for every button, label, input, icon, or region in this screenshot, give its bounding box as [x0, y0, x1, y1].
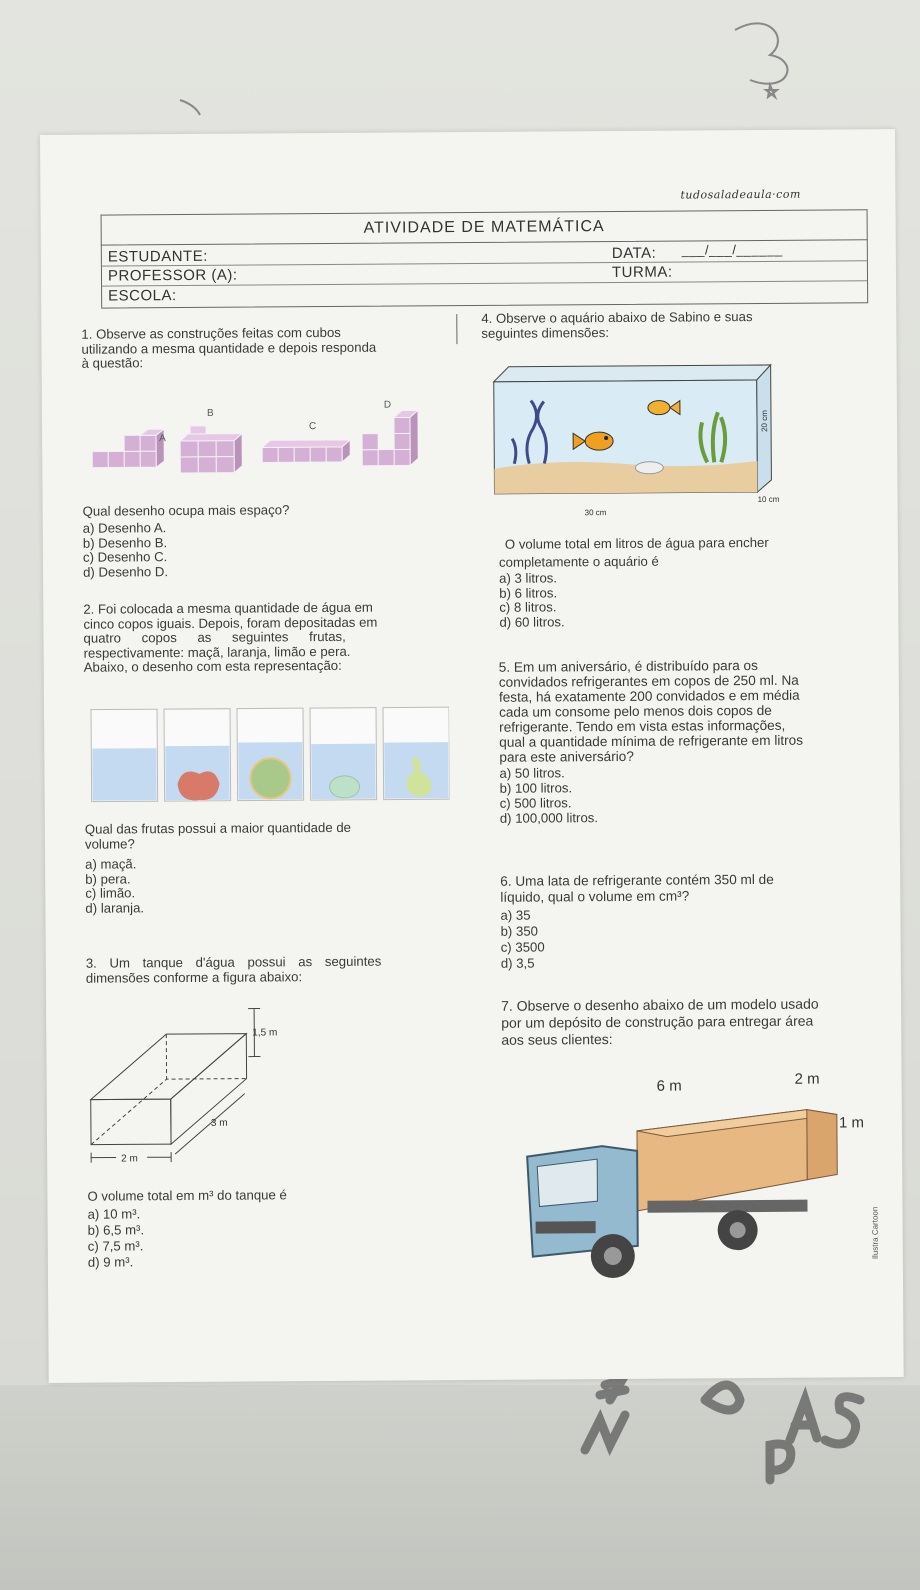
letter-s-mark: [825, 1397, 860, 1444]
q4-question: [499, 535, 894, 570]
q3-tank-drawing: [86, 1003, 327, 1165]
q3-option-b: b) 6,5 m³.: [87, 1222, 145, 1238]
q4-option-a: a) 3 litros.: [499, 570, 558, 586]
date-blank: ___/___/______: [681, 241, 783, 258]
tank-depth-label: 3 m: [210, 1117, 228, 1129]
truck-bed-end: [807, 1109, 837, 1179]
q6-options: [500, 907, 544, 971]
q1-option-c: c) Desenho C.: [82, 549, 168, 565]
doodle-star-mark: [766, 85, 777, 97]
site-watermark: tudosaladeaula·com: [680, 187, 801, 202]
aquarium-shell: [635, 462, 663, 474]
truck-grille: [536, 1221, 596, 1233]
truck-height-label: 1 m: [838, 1114, 864, 1132]
worksheet-paper: [40, 129, 904, 1383]
cube-label-c: C: [309, 421, 317, 433]
q6-line: líquido, qual o volume em cm³?: [500, 888, 690, 905]
q1-option-a: a) Desenho A.: [82, 520, 167, 536]
q4-line: 4. Observe o aquário abaixo de Sabino e suas: [481, 309, 753, 326]
q2-option-b: b) pera.: [85, 870, 131, 887]
letter-n-mark: [585, 1415, 625, 1450]
q6-option-c: c) 3500: [500, 939, 545, 955]
depth-marker: [175, 1094, 245, 1154]
letter-a-mark: [790, 1400, 817, 1440]
q5-line: convidados refrigerantes em copos de 250 ml. Na: [498, 672, 799, 690]
aquarium-depth-label: 10 cm: [757, 494, 780, 504]
q2-question-line: volume?: [84, 835, 135, 852]
q2-options: [85, 857, 144, 915]
background-letters: [585, 1375, 860, 1480]
q1-text: [81, 325, 461, 371]
q1-line: utilizando a mesma quantidade e depois responda: [81, 339, 377, 357]
q1-option-d: d) Desenho D.: [82, 563, 169, 580]
truck-windshield: [537, 1159, 597, 1206]
tank-side: [170, 1034, 247, 1145]
tank-top: [90, 1034, 246, 1100]
header-rule: [102, 260, 867, 266]
q3-line: dimensões conforme a figura abaixo:: [85, 968, 303, 986]
q4-option-d: d) 60 litros.: [499, 613, 565, 630]
q2-cups-drawing: [89, 702, 450, 805]
q4-text: [481, 309, 881, 341]
q3-text: [86, 954, 466, 986]
q5-line: cada um consome pelo menos dois copos de: [498, 702, 772, 720]
q5-line: refrigerante. Tendo em vista estas informações,: [499, 717, 786, 735]
cube-construction-c: [262, 440, 350, 463]
q5-option-c: c) 500 litros.: [499, 795, 572, 811]
q4-question-line: O volume total em litros de água para encher: [504, 534, 769, 552]
q2-question: [85, 820, 465, 852]
school-label: ESCOLA:: [108, 287, 177, 305]
cups-row: [91, 707, 450, 801]
q5-line: para este aniversário?: [499, 748, 634, 765]
q5-text: [499, 657, 895, 765]
doodle-3-mark: [735, 23, 787, 83]
q5-line: qual a quantidade mínima de refrigerante em litros: [499, 732, 804, 750]
aquarium-top: [494, 365, 771, 382]
cube-label-d: D: [383, 399, 392, 411]
tank-front: [91, 1099, 171, 1145]
tank-width-label: 2 m: [121, 1153, 138, 1165]
q5-option-b: b) 100 litros.: [499, 780, 573, 796]
student-label: ESTUDANTE:: [107, 247, 208, 266]
aquarium-height-label: 20 cm: [759, 410, 770, 432]
cube-construction-d: [362, 410, 418, 465]
q5-line: 5. Em um aniversário, é distribuído para os: [498, 658, 758, 675]
q7-truck-drawing: [507, 1069, 889, 1292]
q4-option-b: b) 6 litros.: [499, 584, 558, 601]
q1-line: à questão:: [81, 355, 144, 371]
q2-question-line: Qual das frutas possui a maior quantidade de: [84, 819, 352, 837]
truck-width-label: 2 m: [794, 1070, 820, 1088]
q1-option-b: b) Desenho B.: [82, 534, 168, 551]
lemon-shape: [329, 776, 359, 798]
tank-height-label: 1,5 m: [252, 1027, 278, 1039]
cube-label-a: A: [159, 433, 166, 445]
q2-line: Abaixo, o desenho com esta representação:: [83, 657, 342, 675]
q5-options: [499, 765, 598, 826]
aquarium-length-label: 30 cm: [584, 508, 607, 518]
q6-option-d: d) 3,5: [500, 955, 535, 971]
aquarium-sand: [494, 461, 757, 494]
class-label: TURMA:: [611, 263, 673, 282]
cup-water: [92, 748, 156, 800]
q3-question: O volume total em m³ do tanque é: [87, 1187, 287, 1204]
q2-line: quatro copos as seguintes frutas,: [83, 628, 346, 646]
q2-line: respectivamente: maçã, laranja, limão e pera.: [83, 643, 351, 661]
letter-p-mark: [770, 1444, 791, 1480]
q5-line: festa, há exatamente 200 convidados e em média: [498, 687, 800, 705]
q6-text: [500, 871, 895, 906]
q2-line: cinco copos iguais. Depois, foram depositadas em: [83, 614, 378, 632]
cube-construction-b: [180, 426, 242, 473]
orange-shape: [250, 758, 290, 798]
q4-line: seguintes dimensões:: [481, 324, 610, 341]
q6-line: 6. Uma lata de refrigerante contém 350 ml de: [500, 871, 774, 889]
q7-line: aos seus clientes:: [501, 1031, 613, 1048]
q7-text: [501, 995, 901, 1049]
q6-option-b: b) 350: [500, 923, 539, 939]
date-label: DATA:: [611, 244, 657, 263]
q5-option-d: d) 100,000 litros.: [499, 810, 599, 826]
teacher-label: PROFESSOR (A):: [107, 266, 238, 285]
q4-option-c: c) 8 litros.: [499, 599, 557, 615]
q7-line: por um depósito de construção para entregar área: [501, 1012, 814, 1031]
q3-option-d: d) 9 m³.: [87, 1254, 134, 1270]
q1-cube-drawings: [87, 394, 448, 492]
q3-option-c: c) 7,5 m³.: [87, 1238, 144, 1254]
q4-question-line: completamente o aquário é: [498, 553, 659, 570]
q6-option-a: a) 35: [500, 907, 531, 923]
q1-options: [83, 521, 168, 580]
q2-option-d: d) laranja.: [85, 899, 145, 916]
truck-length-label: 6 m: [656, 1077, 682, 1095]
q4-options: [499, 571, 565, 629]
q3-options: [87, 1206, 144, 1270]
worksheet-title: ATIVIDADE DE MATEMÁTICA: [101, 209, 868, 245]
q2-text: [83, 600, 463, 675]
q2-option-a: a) maçã.: [85, 856, 137, 872]
q2-line: 2. Foi colocada a mesma quantidade de água em: [83, 599, 373, 617]
q1-line: 1. Observe as construções feitas com cubos: [81, 324, 341, 342]
doodle-stroke-mark: [180, 100, 200, 115]
cube-construction-a: [92, 429, 164, 468]
q5-option-a: a) 50 litros.: [499, 765, 565, 781]
q3-line: 3. Um tanque d'água possui as seguintes: [85, 953, 382, 971]
q1-question: Qual desenho ocupa mais espaço?: [82, 502, 290, 519]
cube-label-b: B: [206, 407, 214, 419]
apple-shape: [177, 771, 219, 800]
q7-line: 7. Observe o desenho abaixo de um modelo usado: [501, 995, 819, 1014]
truck-chassis: [647, 1200, 807, 1213]
letter-o-mark: [705, 1385, 740, 1410]
q3-option-a: a) 10 m³.: [87, 1206, 141, 1222]
q4-aquarium-drawing: [489, 362, 780, 524]
header-fields: [101, 239, 868, 308]
q2-option-c: c) limão.: [85, 885, 136, 901]
illustration-credit: Ilustra Cartoon: [870, 1206, 880, 1260]
